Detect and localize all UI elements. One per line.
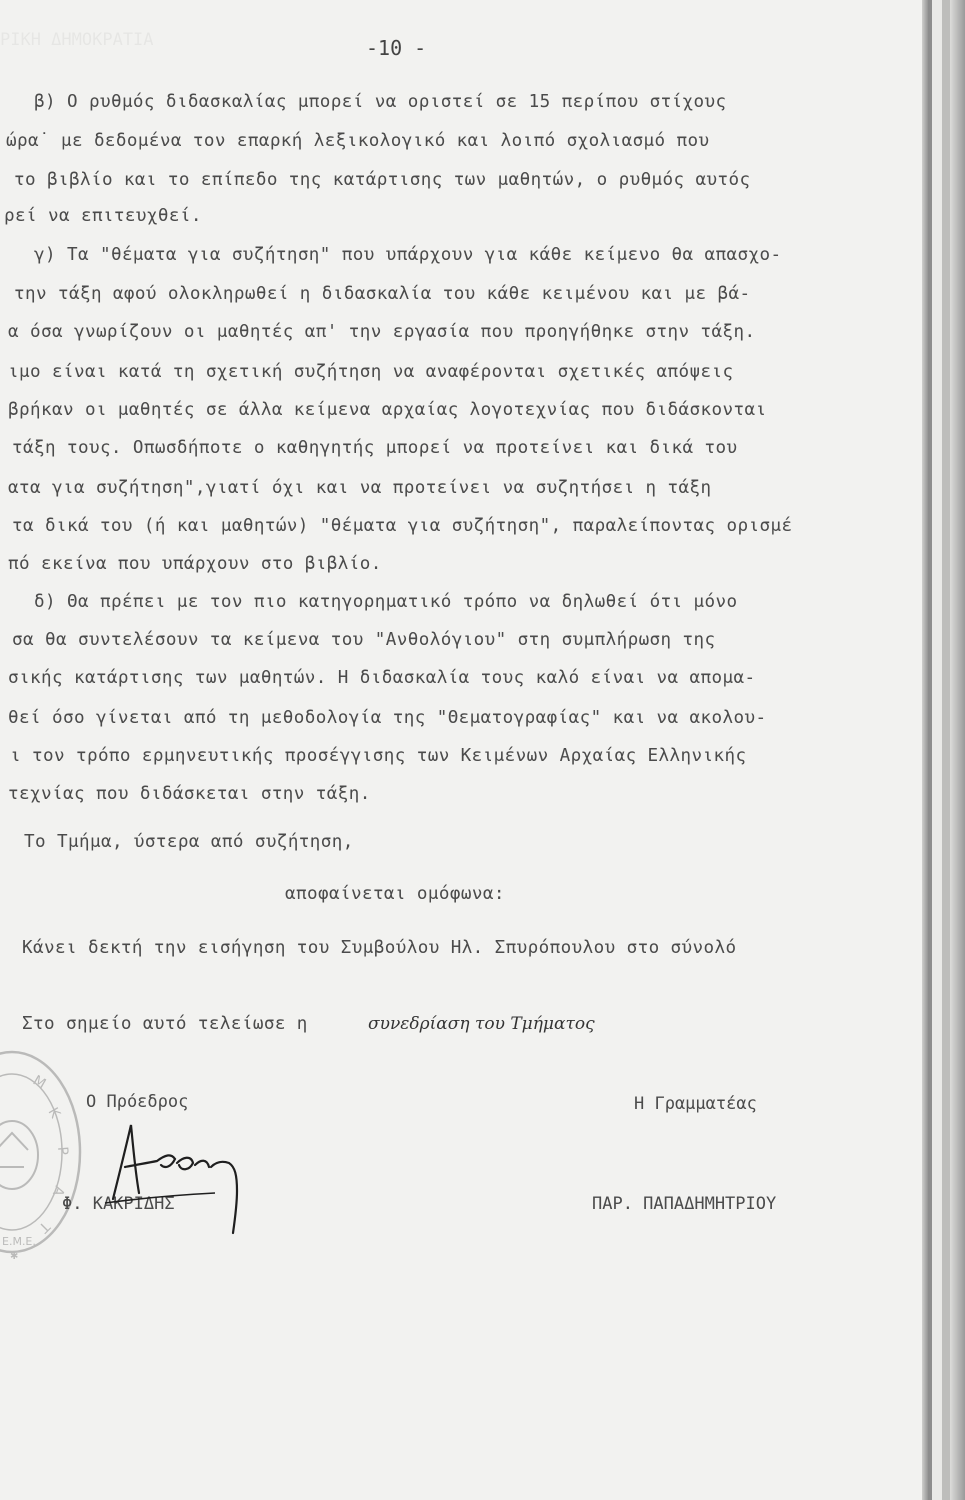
president-signature: [95, 1115, 255, 1235]
text-line: α όσα γνωρίζουν οι μαθητές απ' την εργασία που προηγήθηκε στην τάξη.: [8, 322, 756, 342]
text-line: βρήκαν οι μαθητές σε άλλα κείμενα αρχαίας λογοτεχνίας που διδάσκονται: [8, 400, 767, 420]
text-line: β) Ο ρυθμός διδασκαλίας μπορεί να οριστεί σε 15 περίπου στίχους: [34, 92, 727, 112]
text-line: τα δικά του (ή και μαθητών) "θέματα για συζήτηση", παραλείποντας ορισμέ: [12, 516, 793, 536]
text-line: ρεί να επιτευχθεί.: [4, 206, 202, 226]
svg-text:✱: ✱: [10, 1251, 19, 1260]
page-stack: [942, 0, 950, 1500]
page-number: -10 -: [366, 36, 427, 60]
svg-text:Ρ: Ρ: [54, 1145, 71, 1156]
text-line: ώρα˙ με δεδομένα τον επαρκή λεξικολογικό και λοιπό σχολιασμό που: [6, 131, 710, 151]
svg-text:Τ: Τ: [35, 1218, 53, 1236]
president-role: Ο Πρόεδρος: [86, 1092, 189, 1112]
text-line: σα θα συντελέσουν τα κείμενα του "Ανθολόγιου" στη συμπλήρωση της: [12, 630, 716, 650]
official-seal-stamp: [0, 1045, 85, 1260]
text-line: την τάξη αφού ολοκληρωθεί η διδασκαλία του κάθε κειμένου και με βά-: [14, 284, 751, 304]
text-line: τάξη τους. Οπωσδήποτε ο καθηγητής μπορεί να προτείνει και δικά του: [12, 438, 738, 458]
text-line: αποφαίνεται ομόφωνα:: [285, 884, 505, 904]
text-line: Το Τμήμα, ύστερα από συζήτηση,: [24, 832, 354, 852]
secretary-name: ΠΑΡ. ΠΑΠΑΔΗΜΗΤΡΙΟΥ: [592, 1194, 777, 1214]
text-line: δ) Θα πρέπει με τον πιο κατηγορηματικό τρόπο να δηλωθεί ότι μόνο: [34, 592, 738, 612]
bleed-through: [0, 30, 154, 50]
text-line: Στο σημείο αυτό τελείωσε η: [22, 1014, 308, 1034]
president-name: Φ. ΚΑΚΡΙΔΗΣ: [62, 1194, 175, 1214]
text-line: Κάνει δεκτή την εισήγηση του Συμβούλου Ηλ. Σπυρόπουλου στο σύνολό: [22, 938, 737, 958]
handwritten-closing: συνεδρίαση του Τμήματος: [368, 1014, 595, 1034]
text-line: πό εκείνα που υπάρχουν στο βιβλίο.: [8, 554, 382, 574]
page-stack: [932, 0, 942, 1500]
page-stack: [950, 0, 965, 1500]
svg-text:Ε.Μ.Ε.: Ε.Μ.Ε.: [2, 1235, 36, 1248]
text-line: γ) Τα "θέματα για συζήτηση" που υπάρχουν για κάθε κείμενο θα απασχο-: [34, 245, 782, 265]
text-line: τεχνίας που διδάσκεται στην τάξη.: [8, 784, 371, 804]
text-line: σικής κατάρτισης των μαθητών. Η διδασκαλία τους καλό είναι να απομα-: [8, 668, 756, 688]
page-edge-shadow: [922, 0, 928, 1500]
text-line: το βιβλίο και το επίπεδο της κατάρτισης των μαθητών, ο ρυθμός αυτός: [14, 170, 751, 190]
svg-text:Μ: Μ: [30, 1072, 49, 1093]
text-line: θεί όσο γίνεται από τη μεθοδολογία της "Θεματογραφίας" και να ακολου-: [8, 708, 767, 728]
svg-text:Α: Α: [48, 1183, 68, 1199]
text-line: ι τον τρόπο ερμηνευτικής προσέγγισης των Κειμένων Αρχαίας Ελληνικής: [10, 746, 747, 766]
text-line: ιμο είναι κατά τη σχετική συζήτηση να αναφέρονται σχετικές απόψεις: [8, 362, 734, 382]
svg-text:Κ: Κ: [44, 1105, 63, 1121]
secretary-role: Η Γραμματέας: [634, 1094, 757, 1114]
text-line: ατα για συζήτηση",γιατί όχι και να προτείνει να συζητήσει η τάξη: [8, 478, 712, 498]
